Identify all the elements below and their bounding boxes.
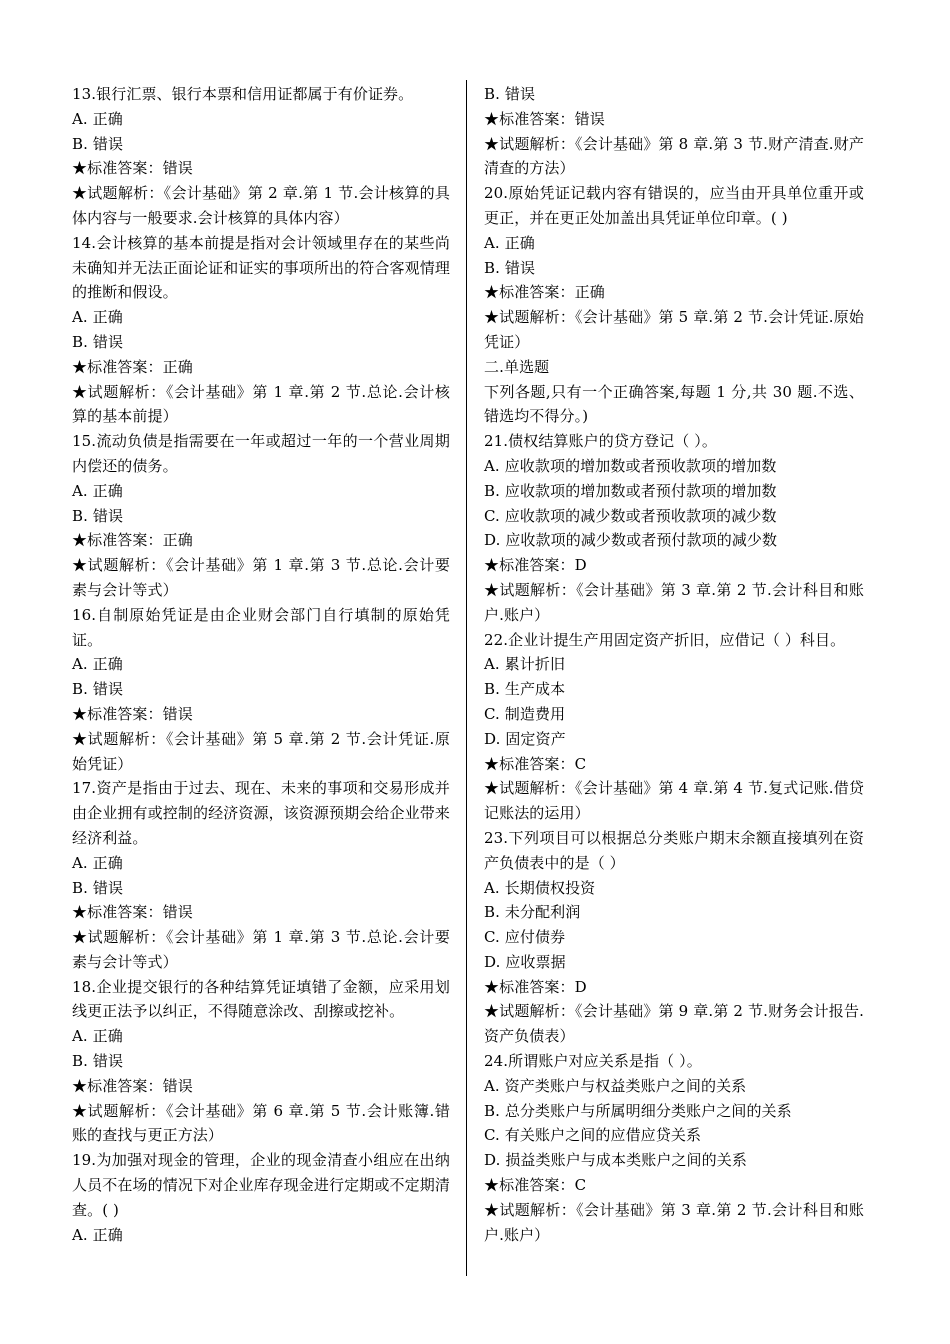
question-text: 13.银行汇票、银行本票和信用证都属于有价证券。 — [72, 85, 414, 103]
standard-answer: ★标准答案：错误 — [484, 109, 605, 128]
question-text: 24.所谓账户对应关系是指（ ）。 — [484, 1052, 702, 1071]
question-15 — [72, 429, 450, 603]
option-d: D. 损益类账户与成本类账户之间的关系 — [484, 1151, 747, 1170]
question-text: 15.流动负债是指需要在一年或超过一年的一个营业周期内偿还的债务。 — [72, 432, 450, 475]
question-14 — [72, 231, 450, 429]
option-b: B. 错误 — [72, 134, 124, 153]
option-b: B. 错误 — [72, 680, 124, 699]
question-21 — [484, 429, 864, 627]
explanation: ★试题解析：《会计基础》第 1 章.第 2 节.总论.会计核算的基本前提） — [72, 382, 450, 426]
option-b: B. 错误 — [484, 258, 536, 277]
question-24 — [484, 1049, 864, 1247]
right-column — [484, 82, 864, 1247]
question-16 — [72, 603, 450, 777]
explanation: ★试题解析：《会计基础》第 1 章.第 3 节.总论.会计要素与会计等式） — [72, 556, 450, 599]
standard-answer: ★标准答案：正确 — [72, 357, 193, 376]
question-19 — [72, 1148, 450, 1247]
explanation: ★试题解析：《会计基础》第 9 章.第 2 节.财务会计报告.资产负债表） — [484, 1002, 864, 1046]
option-a: A. 正确 — [72, 481, 123, 500]
option-a: A. 正确 — [72, 1027, 123, 1046]
explanation: ★试题解析：《会计基础》第 1 章.第 3 节.总论.会计要素与会计等式） — [72, 928, 450, 971]
question-18 — [72, 975, 450, 1149]
option-b: B. 错误 — [72, 506, 124, 525]
explanation: ★试题解析：《会计基础》第 3 章.第 2 节.会计科目和账户.账户） — [484, 1200, 864, 1244]
question-19-continued — [484, 82, 864, 181]
question-text: 14.会计核算的基本前提是指对会计领域里存在的某些尚未确知并无法正面论证和证实的事项所出的符合客观情理的推断和假设。 — [72, 233, 450, 302]
option-d: D. 固定资产 — [484, 729, 566, 748]
standard-answer: ★标准答案：错误 — [72, 704, 193, 723]
explanation: ★试题解析：《会计基础》第 8 章.第 3 节.财产清查.财产清查的方法） — [484, 134, 864, 178]
question-23 — [484, 826, 864, 1049]
explanation: ★试题解析：《会计基础》第 5 章.第 2 节.会计凭证.原始凭证） — [72, 729, 450, 773]
question-13 — [72, 82, 450, 231]
option-a: A. 应收款项的增加数或者预收款项的增加数 — [484, 456, 777, 475]
option-b: B. 生产成本 — [484, 680, 566, 699]
question-text: 21.债权结算账户的贷方登记（ ）。 — [484, 432, 717, 451]
question-20 — [484, 181, 864, 355]
option-b: B. 错误 — [484, 85, 536, 103]
question-text: 22.企业计提生产用固定资产折旧，应借记（ ）科目。 — [484, 630, 846, 649]
option-b: B. 总分类账户与所属明细分类账户之间的关系 — [484, 1101, 792, 1120]
standard-answer: ★标准答案：D — [484, 556, 587, 575]
option-a: A. 正确 — [484, 233, 535, 252]
question-22 — [484, 628, 864, 826]
explanation: ★试题解析：《会计基础》第 4 章.第 4 节.复式记账.借贷记账法的运用） — [484, 779, 864, 823]
question-17 — [72, 776, 450, 974]
option-b: B. 未分配利润 — [484, 903, 581, 922]
column-divider — [466, 80, 467, 1276]
question-text: 19.为加强对现金的管理，企业的现金清查小组应在出纳人员不在场的情况下对企业库存现金进行定期或不定期清查。( ) — [72, 1151, 450, 1219]
question-text: 18.企业提交银行的各种结算凭证填错了金额，应采用划线更正法予以纠正，不得随意涂改、刮擦或挖补。 — [72, 977, 450, 1021]
option-c: C. 应付债券 — [484, 928, 566, 947]
explanation: ★试题解析：《会计基础》第 2 章.第 1 节.会计核算的具体内容与一般要求.会计核算的具体内容） — [72, 184, 450, 227]
left-column — [72, 82, 450, 1247]
standard-answer: ★标准答案：D — [484, 977, 587, 996]
option-d: D. 应收款项的减少数或者预付款项的减少数 — [484, 531, 778, 550]
standard-answer: ★标准答案：正确 — [484, 283, 605, 302]
standard-answer: ★标准答案：正确 — [72, 531, 193, 550]
question-text: 17.资产是指由于过去、现在、未来的事项和交易形成并由企业拥有或控制的经济资源，该资源预期会给企业带来经济利益。 — [72, 779, 450, 847]
explanation: ★试题解析：《会计基础》第 5 章.第 2 节.会计凭证.原始凭证） — [484, 308, 864, 351]
question-text: 16.自制原始凭证是由企业财会部门自行填制的原始凭证。 — [72, 605, 450, 649]
section-instructions: 下列各题,只有一个正确答案,每题 1 分,共 30 题.不选、错选均不得分。) — [484, 382, 864, 426]
option-a: A. 累计折旧 — [484, 655, 566, 674]
option-c: C. 制造费用 — [484, 704, 566, 723]
section-title: 二.单选题 — [484, 357, 550, 376]
question-text: 20.原始凭证记载内容有错误的，应当由开具单位重开或更正，并在更正处加盖出具凭证单位印章。( ) — [484, 184, 864, 227]
standard-answer: ★标准答案：C — [484, 754, 587, 773]
option-d: D. 应收票据 — [484, 952, 566, 971]
option-a: A. 资产类账户与权益类账户之间的关系 — [484, 1076, 747, 1095]
option-a: A. 正确 — [72, 655, 123, 674]
option-a: A. 正确 — [72, 109, 123, 128]
section-single-choice — [484, 355, 864, 429]
option-a: A. 长期债权投资 — [484, 878, 596, 897]
standard-answer: ★标准答案：错误 — [72, 159, 193, 178]
option-b: B. 错误 — [72, 332, 124, 351]
standard-answer: ★标准答案：错误 — [72, 1076, 193, 1095]
question-text: 23.下列项目可以根据总分类账户期末余额直接填列在资产负债表中的是（ ） — [484, 828, 864, 872]
option-a: A. 正确 — [72, 308, 123, 327]
option-c: C. 应收款项的减少数或者预收款项的减少数 — [484, 506, 777, 525]
standard-answer: ★标准答案：C — [484, 1176, 587, 1195]
explanation: ★试题解析：《会计基础》第 6 章.第 5 节.会计账簿.错账的查找与更正方法） — [72, 1101, 450, 1145]
option-c: C. 有关账户之间的应借应贷关系 — [484, 1126, 702, 1145]
standard-answer: ★标准答案：错误 — [72, 903, 193, 922]
option-b: B. 错误 — [72, 878, 124, 897]
explanation: ★试题解析：《会计基础》第 3 章.第 2 节.会计科目和账户.账户） — [484, 580, 864, 624]
option-a: A. 正确 — [72, 853, 123, 872]
option-b: B. 错误 — [72, 1052, 124, 1071]
option-b: B. 应收款项的增加数或者预付款项的增加数 — [484, 481, 777, 500]
option-a: A. 正确 — [72, 1225, 123, 1244]
